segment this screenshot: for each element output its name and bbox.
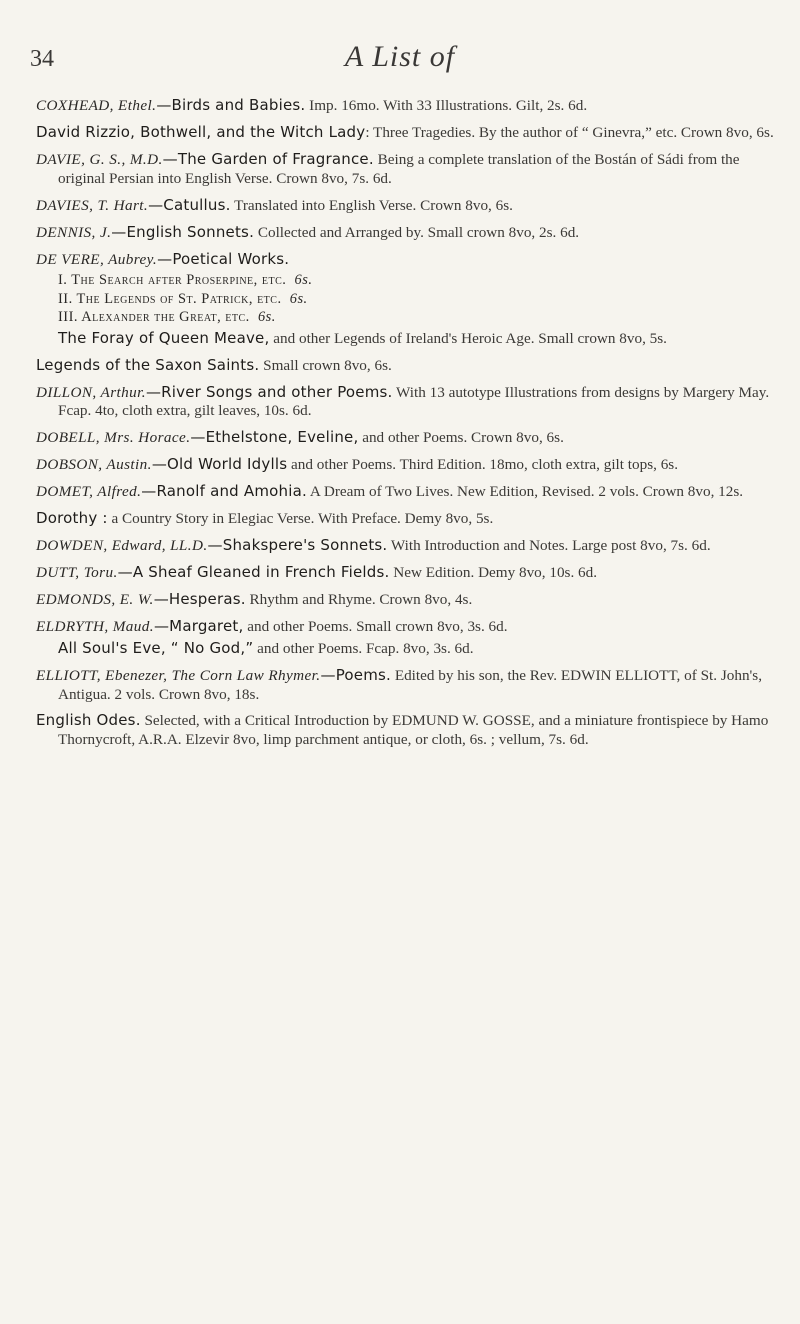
list-item <box>36 196 788 216</box>
volume-item <box>58 271 788 290</box>
entry-author: EDMONDS, E. W. <box>36 591 154 609</box>
volume-item <box>58 290 788 309</box>
entry-details: New Edition. Demy 8vo, 10s. 6d. <box>389 564 598 582</box>
entry-title: —Hesperas. <box>153 590 246 609</box>
entry-details: and other Legends of Ireland's Heroic Age. Small crown 8vo, 5s. <box>269 329 667 347</box>
entry-author: DILLON, Arthur. <box>36 383 146 401</box>
page-number: 34 <box>30 46 54 72</box>
page-header <box>0 36 800 76</box>
volume-label: I. The Search after Proserpine, etc. <box>58 272 287 289</box>
entry-title: —Margaret, <box>153 617 244 636</box>
entry-details: Rhythm and Rhyme. Crown 8vo, 4s. <box>245 591 473 609</box>
volume-price: 6s. <box>257 309 276 326</box>
entry-title: Dorothy : <box>36 509 108 528</box>
list-item <box>36 455 788 475</box>
entry-title: —River Songs and other Poems. <box>145 382 393 401</box>
entry-author: DE VERE, Aubrey. <box>36 250 158 268</box>
entry-details: and other Poems. Crown 8vo, 6s. <box>358 429 564 447</box>
list-item <box>36 428 788 448</box>
entry-details: With 13 autotype Illustrations from designs by Margery May. Fcap. 4to, cloth extra, gilt leaves, 10s. 6d. <box>58 383 770 420</box>
entry-author: COXHEAD, Ethel. <box>36 97 157 114</box>
entry-details: and other Poems. Third Edition. 18mo, cloth extra, gilt tops, 6s. <box>287 456 678 474</box>
running-title: A List of <box>344 40 456 73</box>
entry-title: —Ethelstone, Eveline, <box>190 428 359 447</box>
entry-details: Being a complete translation of the Bostán of Sádi from the original Persian into English Verse. Crown 8vo, 7s. 6d. <box>58 150 740 187</box>
entry-title: —Shakspere's Sonnets. <box>207 536 388 555</box>
list-item <box>36 150 788 188</box>
volume-price: 6s. <box>294 272 313 289</box>
entry-author: ELDRYTH, Maud. <box>36 618 154 636</box>
volume-list <box>36 271 788 327</box>
list-item <box>36 383 788 421</box>
volume-item <box>58 308 788 327</box>
volume-label: III. Alexander the Great, etc. <box>58 309 250 326</box>
volume-label: II. The Legends of St. Patrick, etc. <box>58 290 282 307</box>
entry-title: —Old World Idylls <box>151 455 288 474</box>
entry-title: David Rizzio, Bothwell, and the Witch Lady <box>36 122 366 141</box>
entry-details: Small crown 8vo, 6s. <box>259 356 392 374</box>
list-item <box>36 711 788 749</box>
entry-title: English Odes. <box>36 711 141 730</box>
list-item <box>58 329 788 349</box>
entry-author: DENNIS, J. <box>36 223 112 241</box>
entry-title: —Birds and Babies. <box>156 96 306 114</box>
entry-details: Selected, with a Critical Introduction by EDMUND W. GOSSE, and a miniature frontispiece by Hamo Thornycroft, A.R.A. Elzevir 8vo, limp parchment antique, or cloth, 6s. ; vellum, 7s. 6d. <box>58 712 769 749</box>
entry-author: DAVIES, T. Hart. <box>36 196 149 214</box>
entry-author: DOMET, Alfred. <box>36 483 142 501</box>
entry-details: a Country Story in Elegiac Verse. With Preface. Demy 8vo, 5s. <box>107 510 494 528</box>
list-item <box>36 223 788 243</box>
entry-details: Translated into English Verse. Crown 8vo, 6s. <box>230 196 513 214</box>
entry-author: DOBELL, Mrs. Horace. <box>36 429 191 447</box>
entry-title: —Poems. <box>320 665 392 684</box>
entry-details: Collected and Arranged by. Small crown 8vo, 2s. 6d. <box>254 223 580 241</box>
catalogue-entries <box>36 96 788 757</box>
entry-details: Edited by his son, the Rev. EDWIN ELLIOTT, of St. John's, Antigua. 2 vols. Crown 8vo, 18s. <box>58 666 762 703</box>
entry-author: DAVIE, G. S., M.D. <box>36 150 163 168</box>
entry-title: —A Sheaf Gleaned in French Fields. <box>117 563 390 582</box>
volume-price: 6s. <box>289 290 308 307</box>
list-item <box>36 563 788 583</box>
entry-details: With Introduction and Notes. Large post 8vo, 7s. 6d. <box>387 537 711 555</box>
entry-title: —The Garden of Fragrance. <box>162 149 374 168</box>
entry-title: —Catullus. <box>148 195 231 214</box>
entry-title: —English Sonnets. <box>111 222 255 241</box>
list-item <box>58 639 788 659</box>
entry-author: ELLIOTT, Ebenezer, The Corn Law Rhymer. <box>36 666 321 684</box>
entry-details: Imp. 16mo. With 33 Illustrations. Gilt, 2s. 6d. <box>305 97 588 114</box>
entry-title: —Poetical Works. <box>157 249 290 268</box>
entry-details: : Three Tragedies. By the author of “ Ginevra,” etc. Crown 8vo, 6s. <box>365 123 774 141</box>
list-item <box>36 617 788 637</box>
entry-details: and other Poems. Fcap. 8vo, 3s. 6d. <box>253 639 474 657</box>
list-item <box>36 356 788 376</box>
entry-title: All Soul's Eve, “ No God,” <box>58 638 254 657</box>
entry-title: The Foray of Queen Meave, <box>58 328 270 347</box>
list-item <box>36 590 788 610</box>
entry-author: DOWDEN, Edward, LL.D. <box>36 537 208 555</box>
list-item <box>36 482 788 502</box>
entry-author: DOBSON, Austin. <box>36 456 152 474</box>
entry-title: Legends of the Saxon Saints. <box>36 355 260 374</box>
entry-details: A Dream of Two Lives. New Edition, Revised. 2 vols. Crown 8vo, 12s. <box>306 483 744 501</box>
entry-details: and other Poems. Small crown 8vo, 3s. 6d. <box>243 618 508 636</box>
entry-author: DUTT, Toru. <box>36 564 118 582</box>
list-item <box>36 536 788 556</box>
list-item <box>36 250 788 270</box>
list-item <box>36 96 788 116</box>
list-item <box>36 666 788 704</box>
list-item <box>36 509 788 529</box>
list-item <box>36 123 788 143</box>
entry-title: —Ranolf and Amohia. <box>141 482 307 501</box>
